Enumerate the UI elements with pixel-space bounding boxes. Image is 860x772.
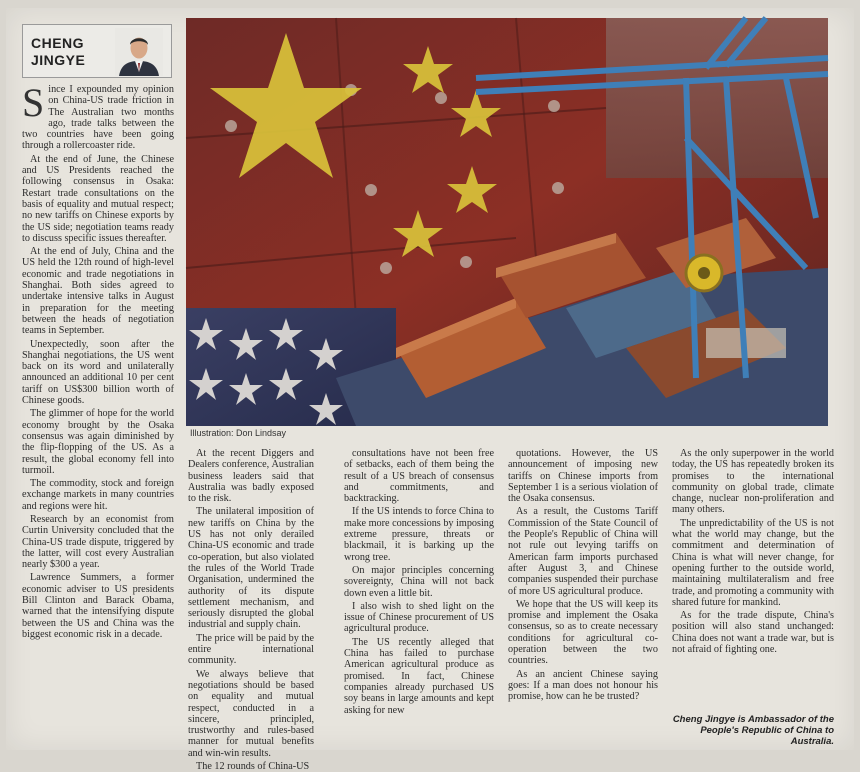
article-paragraph: Research by an economist from Curtin University concluded that the China-US trade dispute, triggered by the latter, will cost every Australian nearly $300 a year. [22,513,174,571]
paragraph-text: ince I expounded my opinion on China-US trade friction in The Australian two months ago, trade talks between the two countries have been going through a rollercoaster ride. [22,84,174,152]
article-paragraph: As a result, the Customs Tariff Commission of the State Council of the People's Republic of China will not rule out levying tariffs on American farm imports purchased after August 3, and Chinese companies suspended their purchase of more US agricultural produce. [508,506,658,597]
article-paragraph: The 12 rounds of China-US [196,761,310,772]
article-paragraph: As the only superpower in the world today, the US has repeatedly broken its promises to the international community on global trade, climate change, nuclear non-proliferation and many others. [672,448,834,516]
article-paragraph: At the recent Diggers and Dealers conference, Australian business leaders said that Australia was badly exposed to the risk. [188,448,314,505]
article-paragraph: Unexpectedly, soon after the Shanghai negotiations, the US went back on its word and unilaterally announced an additional 10 per cent tariff on US$300 billion worth of Chinese goods. [22,338,174,407]
illustration-credit: Illustration: Don Lindsay [190,428,287,438]
author-name-line1: CHENG [31,35,85,51]
article-paragraph: I also wish to shed light on the issue of Chinese procurement of US agricultural produce. [344,600,494,635]
drop-cap: S [22,80,45,125]
article-column-5 [672,448,834,706]
article-paragraph: On major principles concerning sovereignty, China will not back down even a little bit. [344,564,494,599]
flag-and-port-illustration [186,18,828,426]
illustration [186,18,828,426]
author-name-line2: JINGYE [31,52,86,68]
article-column-4 [508,448,658,746]
article-paragraph: As an ancient Chinese saying goes: If a man does not honour his promise, how can he be trusted? [508,668,658,703]
article-paragraph: The commodity, stock and foreign exchange markets in many countries and regions were hit. [22,478,174,512]
byline-box [22,24,172,78]
article-paragraph: The glimmer of hope for the world economy brought by the Osaka consensus was again diminished by the flip-flopping of the US. As a result, the global economy fell into turmoil. [22,408,174,476]
article-column-2 [188,448,314,772]
article-paragraph: The US recently alleged that China has failed to purchase American agricultural produce as promised. In fact, Chinese companies already purchased US soy beans in large amounts and kept asking for new [344,636,494,716]
article-paragraph: At the end of July, China and the US held the 12th round of high-level economic and trade negotiations in Shanghai. Both sides agreed to undertake intensive talks in August in preparation for the meeting between the heads of negotiation teams in September. [22,246,174,337]
article-paragraph [22,80,174,152]
article-paragraph: We hope that the US will keep its promise and implement the Osaka consensus, so as to create necessary conditions for agricultural co-operation between the two countries. [508,598,658,667]
article-paragraph: As for the trade dispute, China's position will also stand unchanged: China does not want a trade war, but is not afraid of fighting one. [672,610,834,656]
article-paragraph: At the end of June, the Chinese and US Presidents reached the following consensus in Osaka: Restart trade consultations on the basis of equality and mutual respect; no new tariffs on Chinese exports by the US side; negotiation teams ready to discuss specific issues thereafter. [22,153,174,244]
article-paragraph: The unpredictability of the US is not what the world may change, but the commitment and determination of China is what will never change, for opening further to the outside world, maintaining multilateralism and free trade, and promoting a community with shared future for mankind. [672,517,834,608]
author-name [31,35,85,69]
article-paragraph: We always believe that negotiations should be based on equality and mutual respect, conducted in a sincere, principled, trustworthy and rules-based manner for mutual benefits and win-win results. [188,668,314,759]
article-paragraph: consultations have not been free of setbacks, each of them being the result of a US breach of consensus and commitments, and backtracking. [344,448,494,505]
article-paragraph: Lawrence Summers, a former economic adviser to US presidents Bill Clinton and Barack Obama, warned that the intensifying dispute between the US and China was the biggest economic risk in a decade. [22,572,174,640]
author-signoff: Cheng Jingye is Ambassador of the People's Republic of China to Australia. [672,714,834,747]
article-paragraph: The unilateral imposition of new tariffs on China by the US has not only derailed China-US economic and trade co-operation, but also violated the rules of the World Trade Organisation, undermined the authority of its dispute settlement mechanism, and seriously disrupted the global industrial and supply chain. [188,506,314,631]
author-headshot-icon [115,28,163,76]
article-column-3 [344,448,494,746]
article-paragraph: quotations. However, the US announcement of imposing new tariffs on Chinese imports from September 1 is a serious violation of the Osaka consensus. [508,448,658,505]
article-column-1 [22,80,174,746]
article-paragraph: If the US intends to force China to make more concessions by imposing extreme pressure, threats or blackmail, it is barking up the wrong tree. [344,506,494,563]
article-paragraph: The price will be paid by the entire international community. [188,632,314,667]
